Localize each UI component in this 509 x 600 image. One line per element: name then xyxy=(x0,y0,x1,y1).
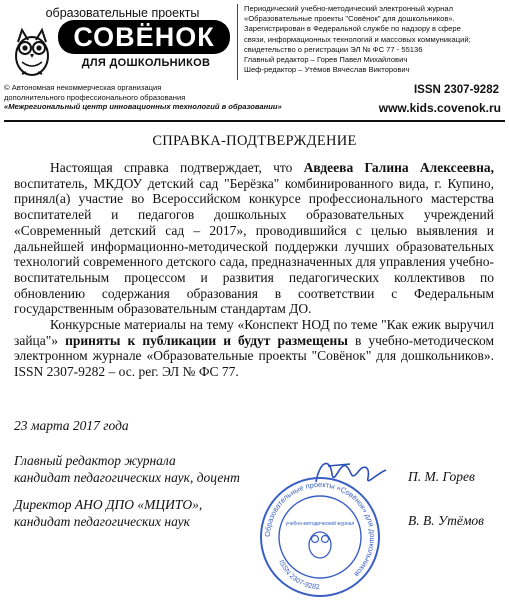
signatory-1-role: Главный редактор журнала кандидат педагогических наук, доцент xyxy=(14,453,240,485)
header-rule xyxy=(4,120,505,122)
issue-date: 23 марта 2017 года xyxy=(14,418,129,433)
owl-logo-icon xyxy=(10,22,54,78)
signatory-2-name: В. В. Утёмов xyxy=(408,513,485,528)
info-line: Зарегистрирован в Федеральной службе по надзору в сфере xyxy=(244,24,461,34)
info-line: Главный редактор – Горев Павел Михайлович xyxy=(244,55,408,65)
brand-subtitle: ДЛЯ ДОШКОЛЬНИКОВ xyxy=(81,57,211,69)
journal-info xyxy=(244,4,502,75)
paragraph-1: Настоящая справка подтверждает, что Авдеева Галина Алексеевна, воспитатель, МКДОУ детский сад "Берёзка" комбинированного вида, г. Купино, принял(а) участие во Всероссийском конкурсе профессионального мастерства воспитателей и педагогов дошкольных образовательных учреждений «Современный детский сад – 2017», проводившийся с целью выявления и дальнейшей информационно-методической поддержки лучших образовательных технологий современного детского сада, предназначенных для управления учебно-воспитательным процессом и развития педагогических коллективов по обновлению содержания образования в соответствии с Федеральным государственным образовательным стандартам ДО. xyxy=(14,160,494,317)
letterhead xyxy=(0,0,509,128)
info-line: «Образовательные проекты "Совёнок" для дошкольников». xyxy=(244,14,455,24)
header-divider xyxy=(237,4,238,80)
site-link[interactable]: www.kids.covenok.ru xyxy=(378,101,501,115)
info-line: Периодический учебно-методический электронный журнал xyxy=(244,4,453,13)
publisher-org xyxy=(4,83,304,112)
paragraph-2: Конкурсные материалы на тему «Конспект НОД по теме "Как ежик выручил зайца"» приняты к публикации и будут размещены в учебно-методическом электронном журнале «Образовательные проекты "Совёнок" для дошкольников». ISSN 2307-9282 – ос. рег. ЭЛ № ФС 77. xyxy=(14,317,494,380)
svg-text:ISSN 2307-9282 xyxy=(277,559,320,591)
info-line: связи, информационных технологий и массовых коммуникаций; xyxy=(244,34,471,44)
org-line: дополнительного профессионального образования xyxy=(4,92,186,102)
official-stamp xyxy=(258,475,382,599)
info-line: Шеф-редактор – Утёмов Вячеслав Викторович xyxy=(244,65,410,75)
stamp-inner-text: учебно-методический журнал xyxy=(285,521,355,527)
signatory-2-role: Директор АНО ДПО «МЦИТО», кандидат педагогических наук xyxy=(14,497,203,529)
recipient-name: Авдеева Галина Алексеевна, xyxy=(303,160,494,175)
document-body xyxy=(14,160,494,380)
document-title: СПРАВКА-ПОДТВЕРЖДЕНИЕ xyxy=(152,133,357,149)
org-line: © Автономная некоммерческая организация xyxy=(4,83,162,92)
logo-wordmark: СОВЁНОК xyxy=(58,20,230,54)
org-name: «Межрегиональный центр инновационных технологий в образовании» xyxy=(4,102,282,111)
issn-label: ISSN 2307-9282 xyxy=(413,84,499,96)
signatory-1-name: П. М. Горев xyxy=(408,469,475,484)
acceptance-note: приняты к публикации и будут размещены xyxy=(65,332,348,348)
info-line: свидетельство о регистрации ЭЛ № ФС 77 - 55136 xyxy=(244,44,423,54)
stamp-issn: ISSN 2307-9282 xyxy=(277,559,320,592)
brand-tagline: образовательные проекты xyxy=(45,6,200,20)
stamp-ring-text: Образовательные проекты «Совёнок» для дошкольников xyxy=(262,479,378,579)
